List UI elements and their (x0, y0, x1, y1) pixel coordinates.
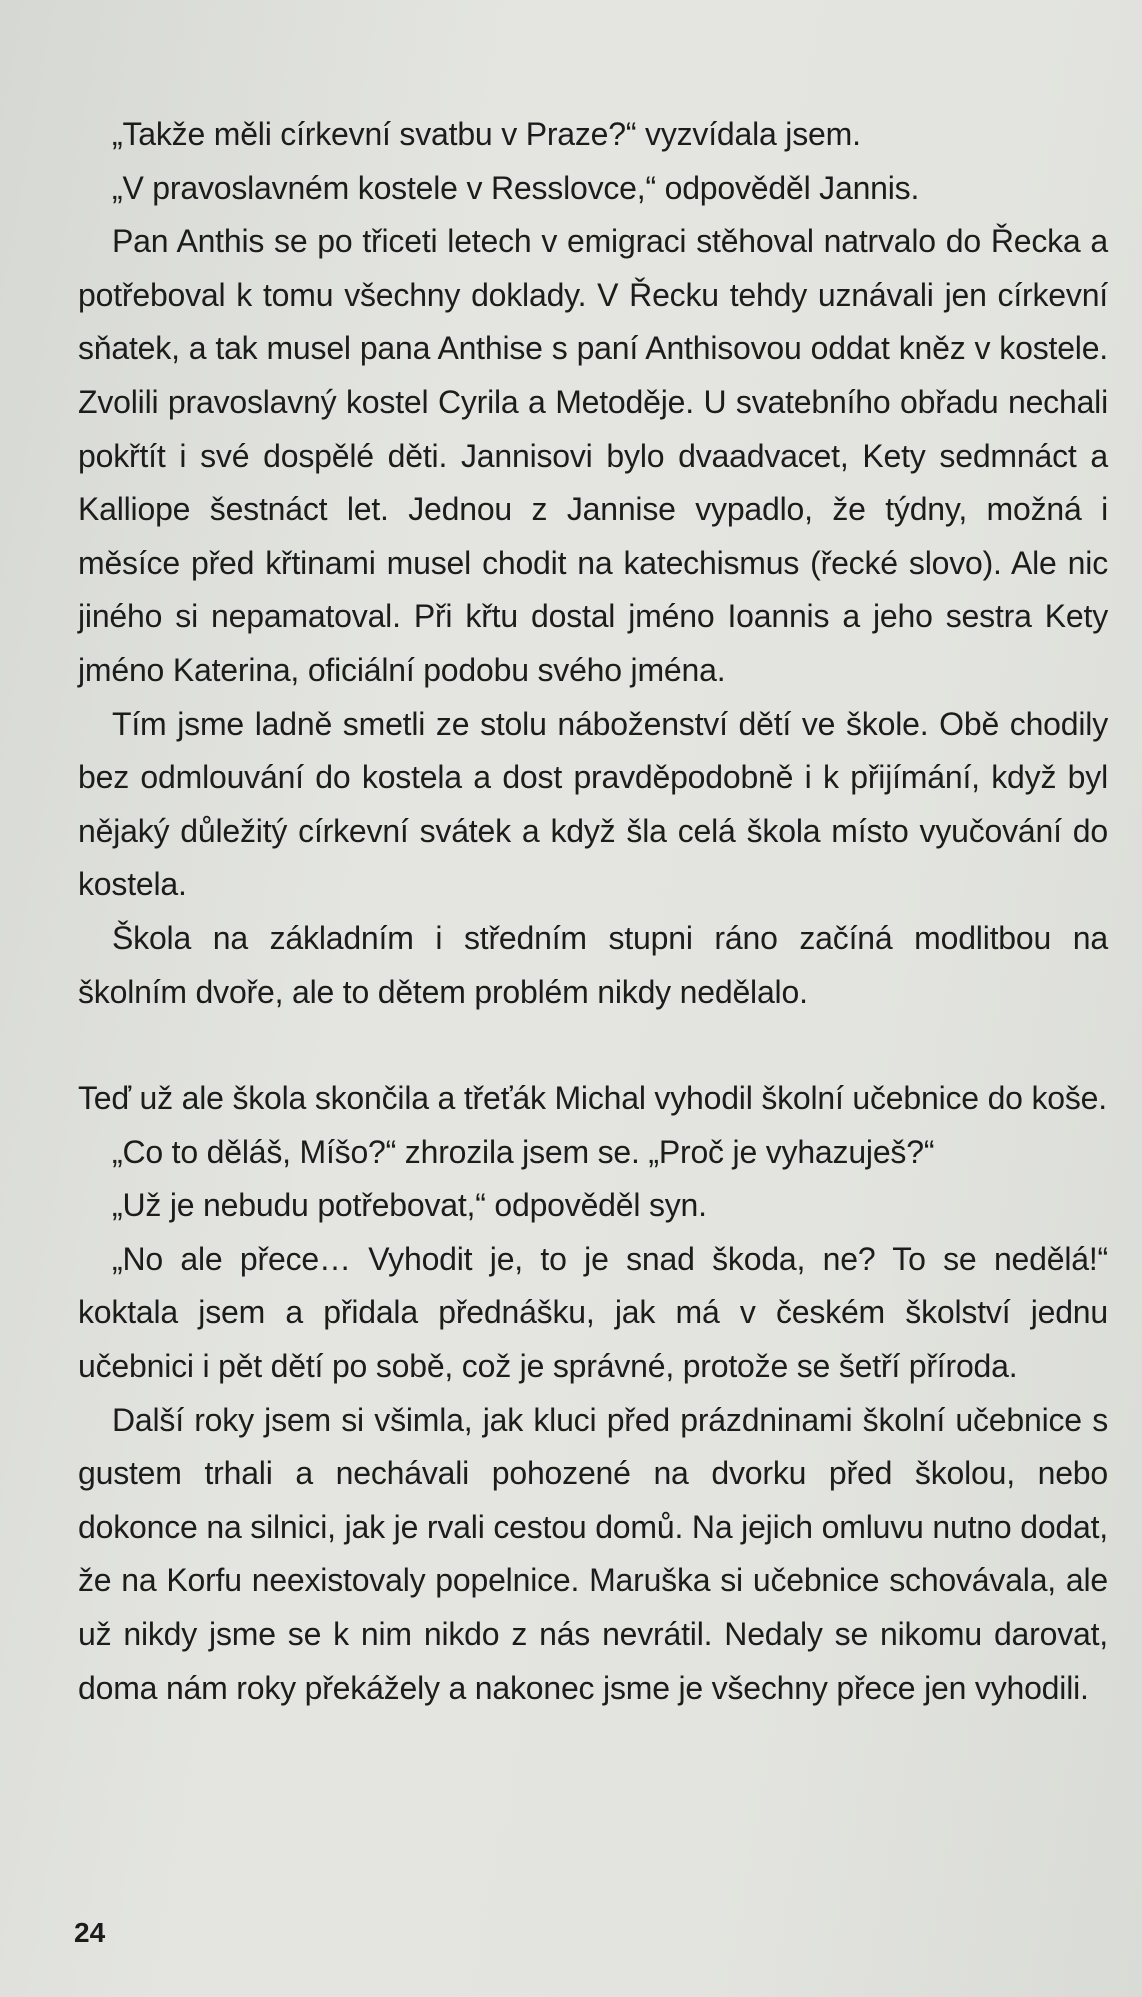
page-number: 24 (74, 1917, 106, 1948)
paragraph: Další roky jsem si všimla, jak kluci před prázdninami školní učebnice s gustem trhali a nechávali pohozené na dvorku před školou, nebo dokonce na silnici, jak je rvali cestou domů. Na jejich omluvu nutno dodat, že na Korfu neexistovaly popelnice. Maruška si učebnice schovávala, ale už nikdy jsme se k nim nikdo z nás nevrátil. Nedaly se nikomu darovat, doma nám roky překážely a nakonec jsme je všechny přece jen vyhodili. (78, 1401, 1108, 1706)
paragraph: Tím jsme ladně smetli ze stolu náboženství dětí ve škole. Obě chodily bez odmlouvání do kostela a dost pravděpodobně i k přijímání, když byl nějaký důležitý církevní svátek a když šla celá škola místo vyučování do kostela. (78, 705, 1108, 903)
section-break (78, 1019, 1108, 1072)
paragraph: Teď už ale škola skončila a třeťák Michal vyhodil školní učebnice do koše. (78, 1080, 1107, 1117)
paragraph: Pan Anthis se po třiceti letech v emigraci stěhoval natrvalo do Řecka a potřeboval k tomu všechny doklady. V Řecku tehdy uznávali jen církevní sňatek, a tak musel pana Anthise s paní Anthisovou oddat kněz v kostele. Zvolili pravoslavný kostel Cyrila a Metoděje. U svatebního obřadu nechali pokřtít i své dospělé děti. Jannisovi bylo dvaadvacet, Kety sedmnáct a Kalliope šestnáct let. Jednou z Jannise vypadlo, že týdny, možná i měsíce před křtinami musel chodit na katechismus (řecké slovo). Ale nic jiného si nepamatoval. Při křtu dostal jméno Ioannis a jeho sestra Kety jméno Katerina, oficiální podobu svého jména. (78, 223, 1108, 688)
paragraph: „No ale přece… Vyhodit je, to je snad škoda, ne? To se nedělá!“ koktala jsem a přidala přednášku, jak má v českém školství jednu učebnici i pět dětí po sobě, což je správné, protože se šetří příroda. (78, 1240, 1108, 1385)
paragraph: „Už je nebudu potřebovat,“ odpověděl syn. (112, 1187, 707, 1224)
paragraph: „Takže měli církevní svatbu v Praze?“ vyzvídala jsem. (112, 116, 861, 152)
body-text (78, 108, 1108, 1715)
paragraph: Škola na základním i středním stupni ráno začíná modlitbou na školním dvoře, ale to dětem problém nikdy nedělalo. (78, 919, 1108, 1010)
paragraph: „Co to děláš, Míšo?“ zhrozila jsem se. „Proč je vyhazuješ?“ (112, 1133, 935, 1170)
paragraph: „V pravoslavném kostele v Resslovce,“ odpověděl Jannis. (112, 169, 920, 206)
